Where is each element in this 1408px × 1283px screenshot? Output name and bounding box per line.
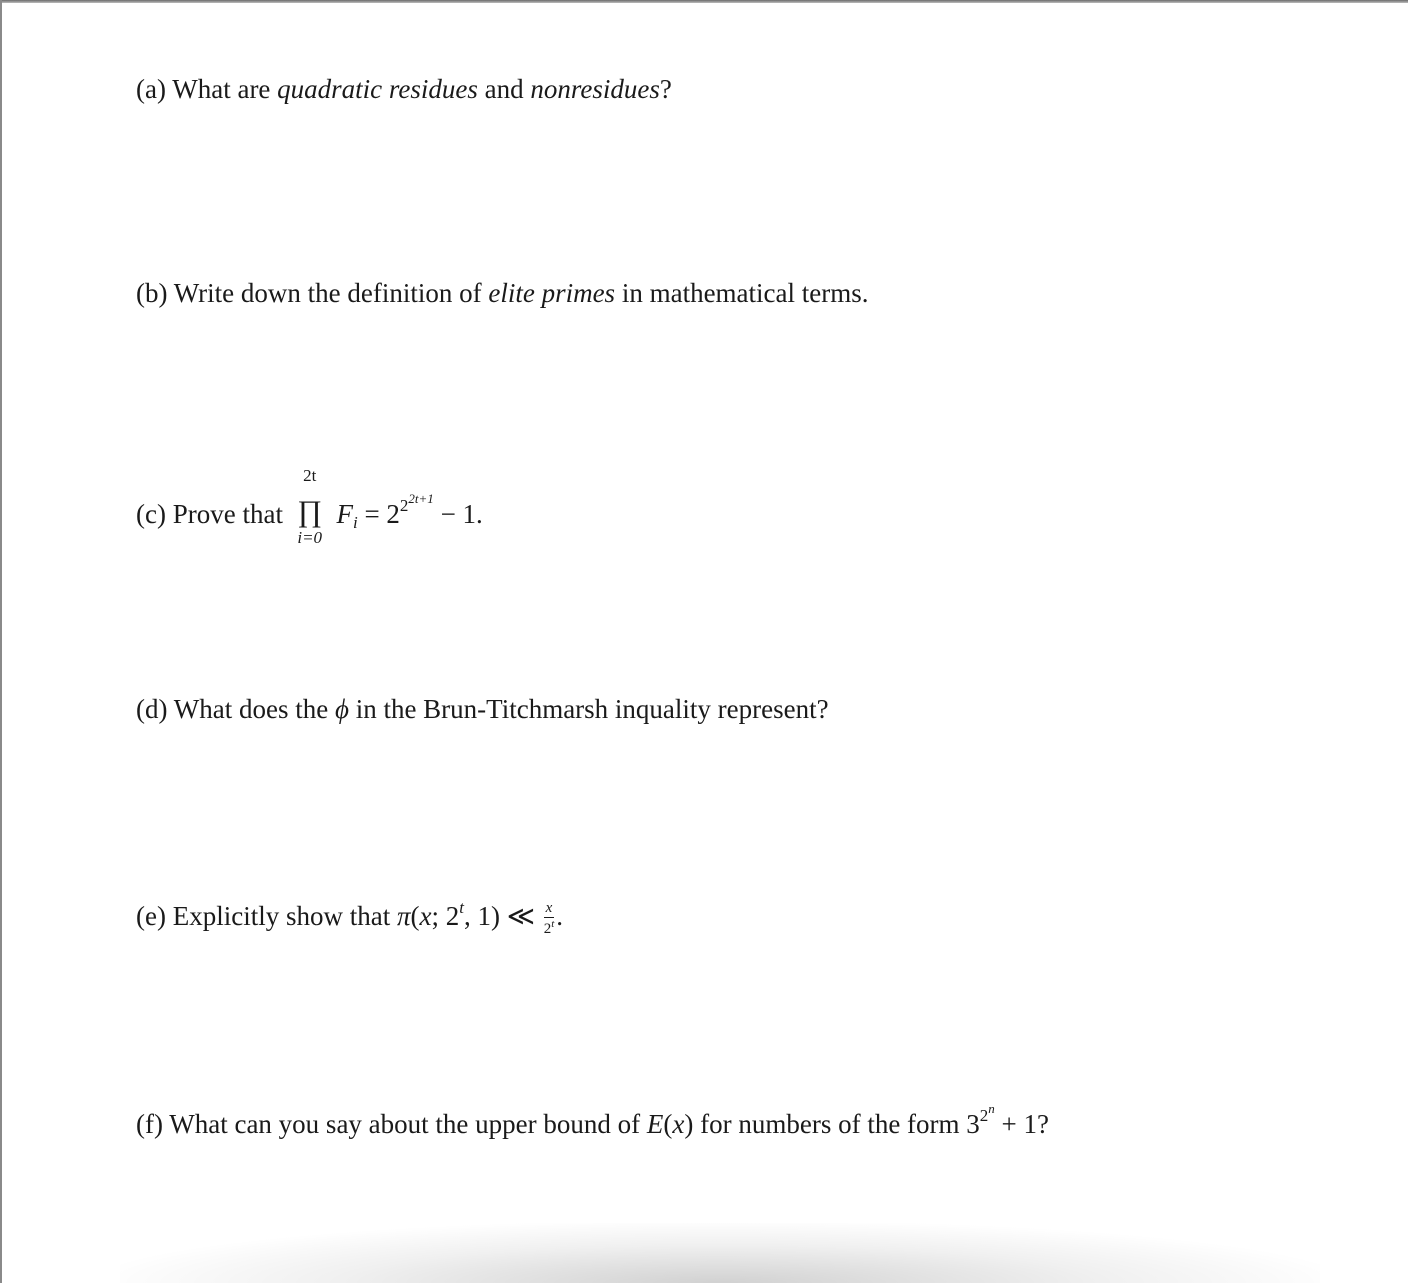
pi-args-close: , 1) <box>463 901 500 931</box>
much-less-than: ≪ <box>506 901 535 931</box>
question-f <box>136 1102 1049 1138</box>
factor-f: F <box>336 499 353 529</box>
question-f-text-after: + 1? <box>1001 1109 1050 1139</box>
question-d-label: (d) <box>136 694 168 724</box>
page-left-edge <box>0 0 2 1283</box>
power-exponent-base: 2 <box>399 496 409 515</box>
pi-arg-x: x <box>419 901 432 931</box>
product-upper-limit: 2t <box>303 466 317 485</box>
question-d <box>136 696 829 723</box>
question-a <box>136 76 672 103</box>
pi-args-mid: ; 2 <box>431 901 460 931</box>
question-c <box>136 466 483 547</box>
minus-one: − 1. <box>440 499 483 529</box>
phi-symbol: ϕ <box>334 694 349 724</box>
product-operator <box>290 466 330 547</box>
factor-subscript: i <box>352 513 358 532</box>
power-exponent-n: n <box>988 1101 995 1116</box>
question-d-text-after: in the Brun-Titchmarsh inquality represent? <box>355 694 829 724</box>
question-a-term-quadratic-residues: quadratic residues <box>277 74 478 104</box>
question-a-term-nonresidues: nonresidues <box>530 74 660 104</box>
page-top-edge <box>0 0 1408 3</box>
fraction-denominator-exponent: t <box>551 918 555 930</box>
question-a-text-mid: and <box>484 74 524 104</box>
question-f-text-mid: for numbers of the form <box>700 1109 960 1139</box>
question-e <box>136 899 563 937</box>
power-base: 2 <box>386 499 400 529</box>
function-arg-x: x <box>672 1109 685 1139</box>
fraction-x-over-2t <box>544 901 555 937</box>
pi-arg-exponent: t <box>459 898 464 917</box>
question-a-text-after: ? <box>659 74 672 104</box>
function-e: E <box>646 1109 664 1139</box>
question-b-text-after: in mathematical terms. <box>621 278 869 308</box>
question-d-text-before: What does the <box>173 694 329 724</box>
power-base-3: 3 <box>966 1109 980 1139</box>
question-a-text-before: What are <box>172 74 271 104</box>
question-f-text-before: What can you say about the upper bound of <box>169 1109 641 1139</box>
product-lower-limit: i=0 <box>297 528 323 547</box>
function-arg-open: ( <box>663 1109 673 1139</box>
fraction-denominator <box>544 918 555 937</box>
question-b-term-elite-primes: elite primes <box>488 278 616 308</box>
question-e-period: . <box>556 901 564 931</box>
power-exponent-2: 2 <box>979 1106 989 1125</box>
fraction-numerator: x <box>545 900 553 916</box>
question-e-text-before: Explicitly show that <box>172 901 391 931</box>
question-c-label: (c) <box>136 499 166 529</box>
pi-function: π <box>396 901 411 931</box>
page-bottom-shadow <box>120 1223 1320 1283</box>
question-b-text-before: Write down the definition of <box>173 278 482 308</box>
function-arg-close: ) <box>684 1109 694 1139</box>
question-c-text-before: Prove that <box>172 499 283 529</box>
pi-args-open: ( <box>410 901 420 931</box>
equals-sign: = <box>364 499 380 529</box>
fraction-denominator-base: 2 <box>543 921 552 937</box>
question-b <box>136 280 869 307</box>
question-a-label: (a) <box>136 74 166 104</box>
question-f-label: (f) <box>136 1109 163 1139</box>
question-b-label: (b) <box>136 278 168 308</box>
question-e-label: (e) <box>136 901 166 931</box>
power-exponent-exponent: 2t+1 <box>408 491 434 506</box>
product-symbol: ∏ <box>297 495 323 528</box>
